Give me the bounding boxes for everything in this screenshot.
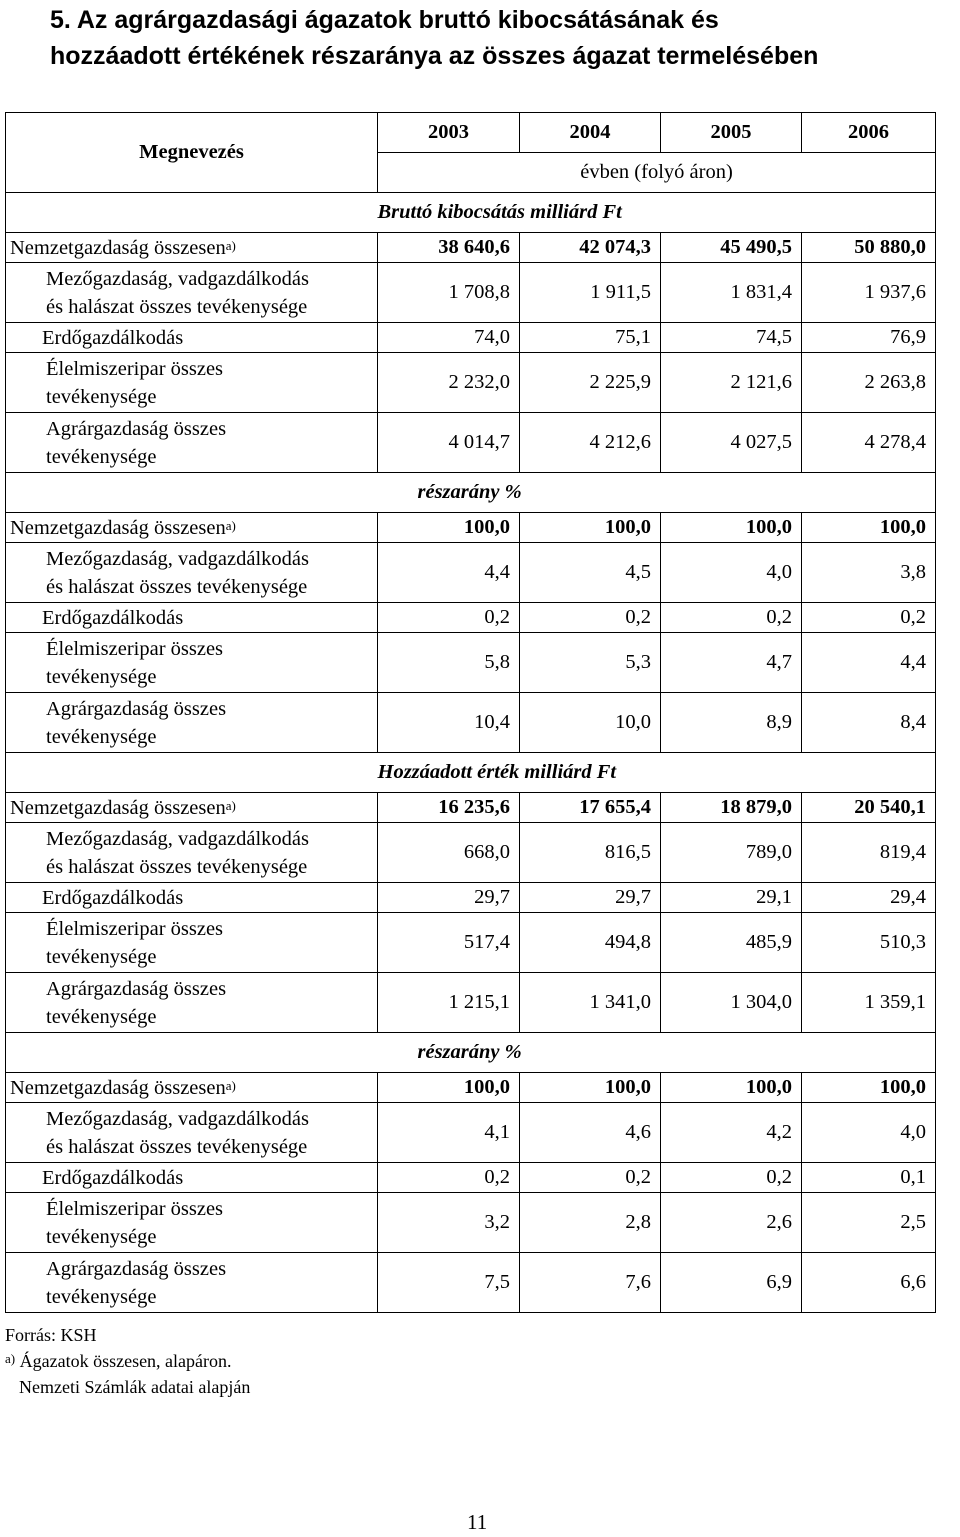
value-cell: 6,6 xyxy=(802,1253,936,1313)
value-cell: 1 937,6 xyxy=(802,263,936,323)
value-cell: 1 359,1 xyxy=(802,973,936,1033)
table-row xyxy=(6,693,936,753)
page-number: 11 xyxy=(467,1510,488,1534)
table-row xyxy=(6,1253,936,1313)
value-cell: 1 708,8 xyxy=(378,263,520,323)
value-cell: 789,0 xyxy=(661,823,802,883)
section-header-row xyxy=(6,473,936,513)
header-row-years xyxy=(6,113,936,153)
value-cell: 74,5 xyxy=(661,323,802,353)
table-row xyxy=(6,543,936,603)
value-cell: 100,0 xyxy=(661,513,802,543)
footnote-ref: a) xyxy=(225,797,236,813)
value-cell: 819,4 xyxy=(802,823,936,883)
value-cell: 2 232,0 xyxy=(378,353,520,413)
table-row xyxy=(6,1193,936,1253)
value-cell: 29,7 xyxy=(520,883,661,913)
section-spacer xyxy=(6,1033,378,1073)
section-spacer xyxy=(6,193,378,233)
row-label-line: tevékenysége xyxy=(46,945,157,968)
row-label-line: Mezőgazdaság, vadgazdálkodás xyxy=(46,547,309,570)
row-label xyxy=(6,263,378,323)
header-year: 2004 xyxy=(520,113,661,153)
value-cell: 4,6 xyxy=(520,1103,661,1163)
row-label-line: Agrárgazdaság összes xyxy=(46,977,227,1000)
section-header-row xyxy=(6,753,936,793)
value-cell: 5,8 xyxy=(378,633,520,693)
row-label-text: Erdőgazdálkodás xyxy=(42,886,184,909)
table-row xyxy=(6,633,936,693)
section-title: Bruttó kibocsátás milliárd Ft xyxy=(378,193,936,233)
value-cell: 4,0 xyxy=(802,1103,936,1163)
row-label xyxy=(6,1163,378,1193)
row-label-line: Élelmiszeripar összes xyxy=(46,357,224,380)
row-label xyxy=(6,1253,378,1313)
row-label-text: Nemzetgazdaság összesen xyxy=(10,1076,226,1099)
value-cell: 76,9 xyxy=(802,323,936,353)
value-cell: 75,1 xyxy=(520,323,661,353)
table-row xyxy=(6,823,936,883)
value-cell: 8,4 xyxy=(802,693,936,753)
value-cell: 7,5 xyxy=(378,1253,520,1313)
value-cell: 42 074,3 xyxy=(520,233,661,263)
value-cell: 2,6 xyxy=(661,1193,802,1253)
row-label-line: tevékenysége xyxy=(46,1005,157,1028)
table-row xyxy=(6,513,936,543)
value-cell: 0,2 xyxy=(661,603,802,633)
row-label xyxy=(6,543,378,603)
row-label xyxy=(6,913,378,973)
table-row xyxy=(6,323,936,353)
value-cell: 5,3 xyxy=(520,633,661,693)
value-cell: 16 235,6 xyxy=(378,793,520,823)
source-note: Forrás: KSH xyxy=(5,1325,97,1345)
row-label-line: Mezőgazdaság, vadgazdálkodás xyxy=(46,1107,309,1130)
row-label-line: és halászat összes tevékenysége xyxy=(46,295,308,318)
section-header-row xyxy=(6,193,936,233)
row-label xyxy=(6,883,378,913)
value-cell: 494,8 xyxy=(520,913,661,973)
notes xyxy=(5,1322,250,1400)
value-cell: 4 027,5 xyxy=(661,413,802,473)
section-spacer xyxy=(6,753,378,793)
value-cell: 0,2 xyxy=(378,603,520,633)
row-label-line: és halászat összes tevékenysége xyxy=(46,575,308,598)
value-cell: 0,1 xyxy=(802,1163,936,1193)
row-label-text: Erdőgazdálkodás xyxy=(42,1166,184,1189)
row-label-line: Élelmiszeripar összes xyxy=(46,1197,224,1220)
value-cell: 50 880,0 xyxy=(802,233,936,263)
section-header-row xyxy=(6,1033,936,1073)
row-label-line: Mezőgazdaság, vadgazdálkodás xyxy=(46,267,309,290)
table-row xyxy=(6,973,936,1033)
value-cell: 4,4 xyxy=(802,633,936,693)
row-label-line: és halászat összes tevékenysége xyxy=(46,855,308,878)
row-label-text: Nemzetgazdaság összesen xyxy=(10,236,226,259)
footnote-ref: a) xyxy=(225,517,236,533)
row-label-line: Agrárgazdaság összes xyxy=(46,1257,227,1280)
header-year: 2005 xyxy=(661,113,802,153)
header-year: 2003 xyxy=(378,113,520,153)
value-cell: 816,5 xyxy=(520,823,661,883)
value-cell: 2,8 xyxy=(520,1193,661,1253)
value-cell: 7,6 xyxy=(520,1253,661,1313)
value-cell: 100,0 xyxy=(378,513,520,543)
table-row xyxy=(6,233,936,263)
value-cell: 4,1 xyxy=(378,1103,520,1163)
value-cell: 4,5 xyxy=(520,543,661,603)
row-label xyxy=(6,693,378,753)
value-cell: 2 121,6 xyxy=(661,353,802,413)
value-cell: 1 215,1 xyxy=(378,973,520,1033)
value-cell: 485,9 xyxy=(661,913,802,973)
value-cell: 17 655,4 xyxy=(520,793,661,823)
value-cell: 29,4 xyxy=(802,883,936,913)
row-label xyxy=(6,233,378,263)
title-line-2: hozzáadott értékének részaránya az összes ágazat termelésében xyxy=(50,42,819,70)
value-cell: 6,9 xyxy=(661,1253,802,1313)
value-cell: 8,9 xyxy=(661,693,802,753)
title-line-1: 5. Az agrárgazdasági ágazatok bruttó kibocsátásának és xyxy=(50,6,719,34)
value-cell: 100,0 xyxy=(520,513,661,543)
value-cell: 4 212,6 xyxy=(520,413,661,473)
row-label-text: Nemzetgazdaság összesen xyxy=(10,796,226,819)
section-title: Hozzáadott érték milliárd Ft xyxy=(378,753,936,793)
value-cell: 100,0 xyxy=(802,513,936,543)
value-cell: 4,4 xyxy=(378,543,520,603)
table-row xyxy=(6,883,936,913)
value-cell: 4 278,4 xyxy=(802,413,936,473)
value-cell: 1 831,4 xyxy=(661,263,802,323)
value-cell: 517,4 xyxy=(378,913,520,973)
row-label-line: Agrárgazdaság összes xyxy=(46,697,227,720)
value-cell: 10,0 xyxy=(520,693,661,753)
footnote-ref: a) xyxy=(225,237,236,253)
value-cell: 0,2 xyxy=(802,603,936,633)
row-label-line: tevékenysége xyxy=(46,665,157,688)
row-label-text: Nemzetgazdaság összesen xyxy=(10,516,226,539)
value-cell: 510,3 xyxy=(802,913,936,973)
page-title xyxy=(50,2,950,74)
value-cell: 2,5 xyxy=(802,1193,936,1253)
row-label xyxy=(6,1193,378,1253)
section-spacer xyxy=(6,473,378,513)
row-label-line: Élelmiszeripar összes xyxy=(46,637,224,660)
footnote-line-2: Nemzeti Számlák adatai alapján xyxy=(19,1377,251,1397)
value-cell: 1 304,0 xyxy=(661,973,802,1033)
table-row xyxy=(6,413,936,473)
row-label-line: Agrárgazdaság összes xyxy=(46,417,227,440)
row-label xyxy=(6,513,378,543)
value-cell: 4,0 xyxy=(661,543,802,603)
row-label-line: tevékenysége xyxy=(46,445,157,468)
value-cell: 2 263,8 xyxy=(802,353,936,413)
header-unit: évben (folyó áron) xyxy=(378,153,936,193)
footnote-ref: a) xyxy=(225,1077,236,1093)
value-cell: 100,0 xyxy=(661,1073,802,1103)
footnote-text: Ágazatok összesen, alapáron. xyxy=(19,1351,232,1371)
row-label-line: tevékenysége xyxy=(46,725,157,748)
value-cell: 29,7 xyxy=(378,883,520,913)
value-cell: 4,7 xyxy=(661,633,802,693)
table-row xyxy=(6,913,936,973)
row-label xyxy=(6,1103,378,1163)
row-label-line: tevékenysége xyxy=(46,385,157,408)
value-cell: 668,0 xyxy=(378,823,520,883)
table-row xyxy=(6,353,936,413)
row-label xyxy=(6,823,378,883)
section-title: részarány % xyxy=(378,1033,936,1073)
value-cell: 20 540,1 xyxy=(802,793,936,823)
table-row xyxy=(6,1163,936,1193)
header-year: 2006 xyxy=(802,113,936,153)
value-cell: 4,2 xyxy=(661,1103,802,1163)
value-cell: 0,2 xyxy=(378,1163,520,1193)
value-cell: 18 879,0 xyxy=(661,793,802,823)
row-label-text: Erdőgazdálkodás xyxy=(42,326,184,349)
row-label xyxy=(6,973,378,1033)
table-row xyxy=(6,603,936,633)
value-cell: 100,0 xyxy=(378,1073,520,1103)
value-cell: 3,2 xyxy=(378,1193,520,1253)
value-cell: 2 225,9 xyxy=(520,353,661,413)
row-label xyxy=(6,1073,378,1103)
row-label-line: és halászat összes tevékenysége xyxy=(46,1135,308,1158)
value-cell: 10,4 xyxy=(378,693,520,753)
row-label-text: Erdőgazdálkodás xyxy=(42,606,184,629)
row-label xyxy=(6,323,378,353)
value-cell: 100,0 xyxy=(520,1073,661,1103)
table-row xyxy=(6,793,936,823)
header-name: Megnevezés xyxy=(6,113,378,193)
footnote xyxy=(5,1348,250,1374)
value-cell: 100,0 xyxy=(802,1073,936,1103)
value-cell: 0,2 xyxy=(661,1163,802,1193)
value-cell: 1 911,5 xyxy=(520,263,661,323)
row-label-line: tevékenysége xyxy=(46,1285,157,1308)
row-label xyxy=(6,793,378,823)
value-cell: 29,1 xyxy=(661,883,802,913)
value-cell: 0,2 xyxy=(520,1163,661,1193)
row-label-line: Mezőgazdaság, vadgazdálkodás xyxy=(46,827,309,850)
row-label xyxy=(6,603,378,633)
value-cell: 4 014,7 xyxy=(378,413,520,473)
value-cell: 0,2 xyxy=(520,603,661,633)
footnote-mark: a) xyxy=(5,1351,16,1366)
row-label xyxy=(6,413,378,473)
value-cell: 74,0 xyxy=(378,323,520,353)
table-row xyxy=(6,263,936,323)
value-cell: 45 490,5 xyxy=(661,233,802,263)
table-row xyxy=(6,1073,936,1103)
row-label xyxy=(6,353,378,413)
table-row xyxy=(6,1103,936,1163)
value-cell: 38 640,6 xyxy=(378,233,520,263)
value-cell: 1 341,0 xyxy=(520,973,661,1033)
section-title: részarány % xyxy=(378,473,936,513)
row-label-line: tevékenysége xyxy=(46,1225,157,1248)
data-table xyxy=(5,112,936,1313)
row-label xyxy=(6,633,378,693)
value-cell: 3,8 xyxy=(802,543,936,603)
row-label-line: Élelmiszeripar összes xyxy=(46,917,224,940)
